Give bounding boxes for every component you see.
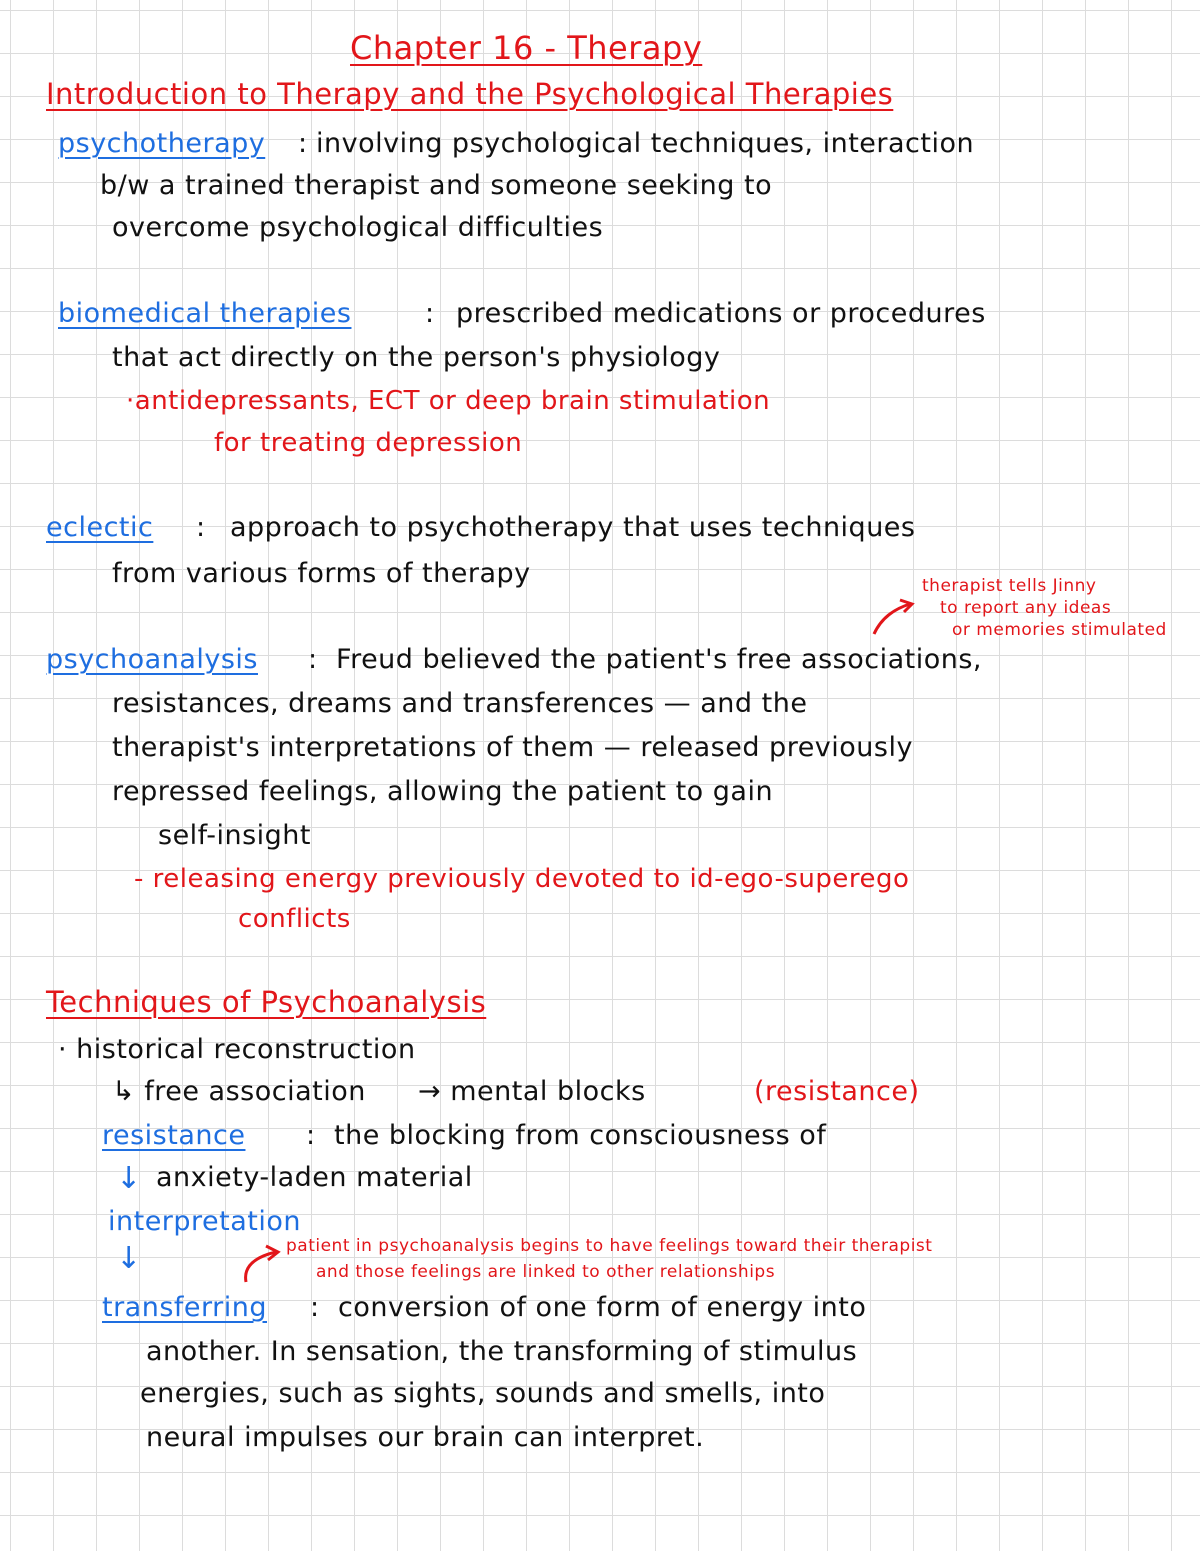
psychoanalysis-note-line-2: conflicts bbox=[238, 904, 351, 934]
free-association-text: ↳ free association bbox=[112, 1076, 366, 1107]
side-note-line-2: to report any ideas bbox=[940, 598, 1112, 618]
transferring-def-line-3: energies, such as sights, sounds and smells, into bbox=[140, 1378, 826, 1409]
psychoanalysis-def-line-2: resistances, dreams and transferences — and the bbox=[112, 688, 808, 719]
transferring-def-line-2: another. In sensation, the transforming of stimulus bbox=[146, 1336, 858, 1367]
down-arrow-icon: ↓ bbox=[116, 1241, 142, 1276]
term-separator: : bbox=[310, 1292, 320, 1323]
term-transferring: transferring bbox=[102, 1292, 268, 1323]
eclectic-def-line-1: approach to psychotherapy that uses techniques bbox=[230, 512, 916, 543]
section-heading-techniques: Techniques of Psychoanalysis bbox=[46, 985, 487, 1019]
biomedical-def-line-1: prescribed medications or procedures bbox=[456, 298, 986, 329]
section-heading-intro: Introduction to Therapy and the Psychological Therapies bbox=[46, 77, 894, 111]
psychotherapy-def-line-3: overcome psychological difficulties bbox=[112, 212, 604, 243]
psychoanalysis-def-line-1: Freud believed the patient's free associations, bbox=[336, 644, 983, 675]
side-note-line-1: therapist tells Jinny bbox=[922, 576, 1097, 596]
term-separator: : bbox=[308, 644, 318, 675]
biomedical-note-line-1: ·antidepressants, ECT or deep brain stimulation bbox=[126, 386, 771, 416]
biomedical-def-line-2: that act directly on the person's physiology bbox=[112, 342, 721, 373]
biomedical-note-line-2: for treating depression bbox=[214, 428, 523, 458]
bullet-historical-reconstruction: · historical reconstruction bbox=[58, 1034, 416, 1065]
transfer-note-line-2: and those feelings are linked to other relationships bbox=[316, 1262, 776, 1282]
curved-arrow-icon bbox=[870, 598, 920, 638]
side-note-line-3: or memories stimulated bbox=[952, 620, 1167, 640]
curved-arrow-icon bbox=[238, 1242, 288, 1286]
resistance-def-line-1: the blocking from consciousness of bbox=[334, 1120, 827, 1151]
term-resistance: resistance bbox=[102, 1120, 246, 1151]
psychotherapy-def-line-1: involving psychological techniques, interaction bbox=[316, 128, 975, 159]
page-title: Chapter 16 - Therapy bbox=[350, 29, 703, 67]
term-psychoanalysis: psychoanalysis bbox=[46, 644, 258, 675]
psychoanalysis-def-line-3: therapist's interpretations of them — released previously bbox=[112, 732, 913, 763]
resistance-parenthetical: (resistance) bbox=[754, 1076, 920, 1107]
term-separator: : bbox=[298, 128, 308, 159]
psychotherapy-def-line-2: b/w a trained therapist and someone seeking to bbox=[100, 170, 773, 201]
term-separator: : bbox=[196, 512, 206, 543]
psychoanalysis-def-line-4: repressed feelings, allowing the patient to gain bbox=[112, 776, 774, 807]
resistance-def-line-2: anxiety-laden material bbox=[156, 1162, 473, 1193]
transferring-def-line-4: neural impulses our brain can interpret. bbox=[146, 1422, 705, 1453]
psychoanalysis-def-line-5: self-insight bbox=[158, 820, 311, 851]
interpretation-label: interpretation bbox=[108, 1206, 302, 1237]
term-separator: : bbox=[425, 298, 435, 329]
term-separator: : bbox=[306, 1120, 316, 1151]
mental-blocks-text: → mental blocks bbox=[418, 1076, 646, 1107]
down-arrow-icon: ↓ bbox=[116, 1161, 142, 1196]
term-psychotherapy: psychotherapy bbox=[58, 128, 266, 159]
transfer-note-line-1: patient in psychoanalysis begins to have feelings toward their therapist bbox=[286, 1236, 933, 1256]
term-eclectic: eclectic bbox=[46, 512, 154, 543]
psychoanalysis-note-line-1: - releasing energy previously devoted to id-ego-superego bbox=[134, 864, 910, 894]
eclectic-def-line-2: from various forms of therapy bbox=[112, 558, 531, 589]
term-biomedical-therapies: biomedical therapies bbox=[58, 298, 352, 329]
transferring-def-line-1: conversion of one form of energy into bbox=[338, 1292, 867, 1323]
